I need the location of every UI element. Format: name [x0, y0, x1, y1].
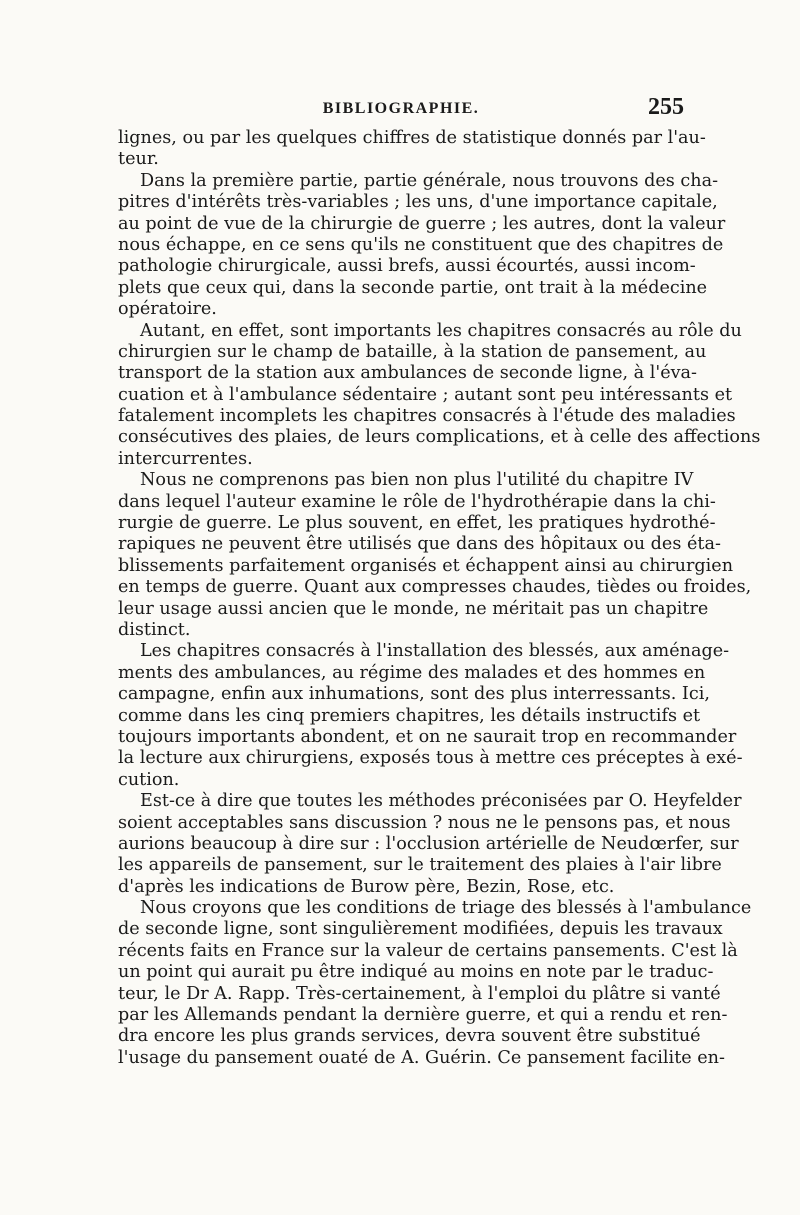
running-title: BIBLIOGRAPHIE. [322, 100, 480, 117]
text-line: pitres d'intérêts très-variables ; les uns, d'une importance capitale, [118, 192, 718, 213]
text-line: pathologie chirurgicale, aussi brefs, aussi écourtés, aussi incom- [118, 256, 696, 277]
text-line: transport de la station aux ambulances de seconde ligne, à l'éva- [118, 363, 697, 384]
text-line: l'usage du pansement ouaté de A. Guérin. Ce pansement facilite en- [118, 1047, 725, 1068]
text-line: par les Allemands pendant la dernière guerre, et qui a rendu et ren- [118, 1005, 728, 1026]
running-head [118, 94, 684, 126]
text-line: teur. [118, 149, 159, 170]
text-line: au point de vue de la chirurgie de guerre ; les autres, dont la valeur [118, 213, 726, 234]
text-line: blissements parfaitement organisés et échappent ainsi au chirurgien [118, 555, 734, 576]
text-line: rapiques ne peuvent être utilisés que dans des hôpitaux ou des éta- [118, 534, 721, 555]
text-line: soient acceptables sans discussion ? nous ne le pensons pas, et nous [118, 812, 731, 833]
text-line: d'après les indications de Burow père, Bezin, Rose, etc. [118, 876, 615, 897]
text-line: cution. [118, 769, 180, 790]
text-line: Autant, en effet, sont importants les chapitres consacrés au rôle du [140, 320, 742, 341]
page-number: 255 [648, 94, 684, 120]
text-line: en temps de guerre. Quant aux compresses chaudes, tièdes ou froides, [118, 577, 752, 598]
text-line: Est-ce à dire que toutes les méthodes préconisées par O. Heyfelder [140, 791, 742, 812]
body-text [118, 128, 761, 1069]
text-line: comme dans les cinq premiers chapitres, les détails instructifs et [118, 705, 701, 726]
text-line: rurgie de guerre. Le plus souvent, en effet, les pratiques hydrothé- [118, 513, 716, 534]
text-line: dans lequel l'auteur examine le rôle de l'hydrothérapie dans la chi- [118, 491, 716, 512]
text-line: Nous croyons que les conditions de triage des blessés à l'ambulance [140, 898, 752, 919]
text-line: de seconde ligne, sont singulièrement modifiées, depuis les travaux [118, 919, 723, 940]
text-line: Nous ne comprenons pas bien non plus l'utilité du chapitre IV [140, 470, 694, 491]
text-line: Les chapitres consacrés à l'installation des blessés, aux aménage- [140, 641, 730, 662]
text-line: campagne, enfin aux inhumations, sont des plus interressants. Ici, [118, 684, 710, 705]
text-line: intercurrentes. [118, 448, 253, 469]
text-line: la lecture aux chirurgiens, exposés tous à mettre ces préceptes à exé- [118, 748, 743, 769]
text-line: chirurgien sur le champ de bataille, à la station de pansement, au [118, 341, 707, 362]
text-line: fatalement incomplets les chapitres consacrés à l'étude des maladies [118, 406, 736, 427]
text-line: leur usage aussi ancien que le monde, ne méritait pas un chapitre [118, 598, 709, 619]
text-line: lignes, ou par les quelques chiffres de statistique donnés par l'au- [118, 128, 706, 148]
text-line: Dans la première partie, partie générale, nous trouvons des cha- [140, 170, 719, 191]
text-line: cuation et à l'ambulance sédentaire ; autant sont peu intéressants et [118, 384, 733, 405]
text-line: un point qui aurait pu être indiqué au moins en note par le traduc- [118, 962, 714, 983]
text-line: distinct. [118, 619, 191, 640]
text-line: ments des ambulances, au régime des malades et des hommes en [118, 662, 706, 683]
text-line: toujours importants abondent, et on ne saurait trop en recommander [118, 726, 737, 747]
text-line: consécutives des plaies, de leurs complications, et à celle des affections [118, 427, 761, 448]
text-line: dra encore les plus grands services, devra souvent être substitué [118, 1026, 701, 1047]
text-line: récents faits en France sur la valeur de certains pansements. C'est là [118, 940, 738, 961]
text-line: aurions beaucoup à dire sur : l'occlusion artérielle de Neudœrfer, sur [118, 833, 739, 854]
text-line: plets que ceux qui, dans la seconde partie, ont trait à la médecine [118, 277, 708, 298]
text-line: les appareils de pansement, sur le traitement des plaies à l'air libre [118, 855, 722, 876]
text-line: teur, le Dr A. Rapp. Très-certainement, à l'emploi du plâtre si vanté [118, 983, 721, 1004]
text-line: opératoire. [118, 299, 217, 320]
text-line: nous échappe, en ce sens qu'ils ne constituent que des chapitres de [118, 234, 724, 255]
